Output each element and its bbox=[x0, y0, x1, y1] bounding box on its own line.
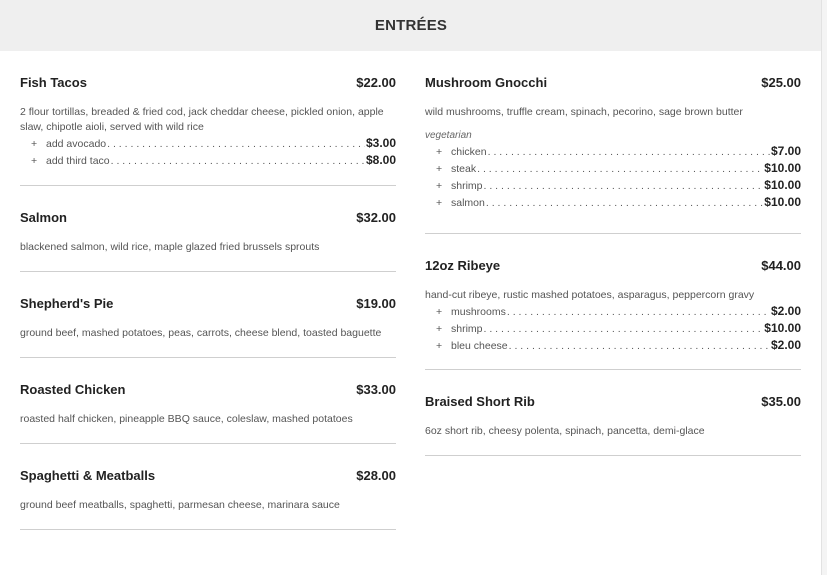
item-name: Salmon bbox=[20, 210, 67, 225]
plus-icon: + bbox=[436, 146, 443, 158]
item-name: Shepherd's Pie bbox=[20, 296, 114, 311]
item-description: blackened salmon, wild rice, maple glazed fried brussels sprouts bbox=[20, 241, 320, 253]
item-price: $33.00 bbox=[356, 382, 396, 397]
addon-price: $2.00 bbox=[770, 338, 801, 352]
addon-price: $10.00 bbox=[764, 321, 801, 335]
addon-name: bleu cheese bbox=[451, 340, 508, 352]
item-description: ground beef meatballs, spaghetti, parmesan cheese, marinara sauce bbox=[20, 499, 340, 511]
plus-icon: + bbox=[31, 138, 38, 150]
item-price: $35.00 bbox=[761, 394, 801, 409]
addon-row bbox=[31, 153, 396, 170]
item-description: wild mushrooms, truffle cream, spinach, pecorino, sage brown butter bbox=[425, 106, 743, 118]
item-price: $25.00 bbox=[761, 75, 801, 90]
menu-item bbox=[20, 186, 396, 272]
menu-item bbox=[20, 272, 396, 358]
menu-item bbox=[20, 51, 396, 186]
plus-icon: + bbox=[436, 163, 443, 175]
plus-icon: + bbox=[436, 306, 443, 318]
item-description: 2 flour tortillas, breaded & fried cod, jack cheddar cheese, pickled onion, apple slaw, chipotle aioli, served with wild rice bbox=[20, 106, 384, 133]
dot-leader bbox=[111, 155, 365, 167]
addon-list bbox=[425, 304, 801, 355]
item-price: $28.00 bbox=[356, 468, 396, 483]
plus-icon: + bbox=[436, 323, 443, 335]
item-description: ground beef, mashed potatoes, peas, carrots, cheese blend, toasted baguette bbox=[20, 327, 382, 339]
menu-item bbox=[20, 358, 396, 444]
addon-row bbox=[31, 136, 396, 153]
item-name: Braised Short Rib bbox=[425, 394, 535, 409]
dietary-note: vegetarian bbox=[425, 130, 472, 141]
addon-price: $10.00 bbox=[764, 161, 801, 175]
dot-leader bbox=[107, 138, 365, 150]
addon-name: shrimp bbox=[451, 180, 483, 192]
addon-row bbox=[436, 178, 801, 195]
dot-leader bbox=[488, 146, 770, 158]
plus-icon: + bbox=[31, 155, 38, 167]
menu-item bbox=[425, 51, 801, 234]
addon-name: add third taco bbox=[46, 155, 110, 167]
addon-name: steak bbox=[451, 163, 477, 175]
dot-leader bbox=[477, 163, 763, 175]
item-price: $19.00 bbox=[356, 296, 396, 311]
item-price: $44.00 bbox=[761, 258, 801, 273]
item-price: $32.00 bbox=[356, 210, 396, 225]
addon-price: $10.00 bbox=[764, 178, 801, 192]
menu-item bbox=[425, 234, 801, 370]
item-name: Fish Tacos bbox=[20, 75, 87, 90]
addon-name: chicken bbox=[451, 146, 487, 158]
scrollbar[interactable] bbox=[821, 0, 827, 575]
addon-row bbox=[436, 304, 801, 321]
plus-icon: + bbox=[436, 180, 443, 192]
dot-leader bbox=[486, 197, 763, 209]
dot-leader bbox=[484, 180, 764, 192]
item-description: roasted half chicken, pineapple BBQ sauce, coleslaw, mashed potatoes bbox=[20, 413, 353, 425]
addon-list bbox=[20, 136, 396, 170]
addon-name: salmon bbox=[451, 197, 485, 209]
addon-price: $7.00 bbox=[770, 144, 801, 158]
item-name: Roasted Chicken bbox=[20, 382, 126, 397]
plus-icon: + bbox=[436, 197, 443, 209]
menu-column-right bbox=[425, 51, 801, 456]
menu-column-left bbox=[20, 51, 396, 530]
dot-leader bbox=[507, 306, 770, 318]
addon-name: shrimp bbox=[451, 323, 483, 335]
addon-row bbox=[436, 321, 801, 338]
addon-list bbox=[425, 144, 801, 212]
item-price: $22.00 bbox=[356, 75, 396, 90]
dot-leader bbox=[509, 340, 770, 352]
dot-leader bbox=[484, 323, 764, 335]
item-description: hand-cut ribeye, rustic mashed potatoes, asparagus, peppercorn gravy bbox=[425, 289, 755, 301]
menu-item bbox=[20, 444, 396, 530]
addon-row bbox=[436, 144, 801, 161]
plus-icon: + bbox=[436, 340, 443, 352]
addon-name: mushrooms bbox=[451, 306, 506, 318]
addon-row bbox=[436, 338, 801, 355]
addon-price: $3.00 bbox=[365, 136, 396, 150]
addon-row bbox=[436, 195, 801, 212]
addon-name: add avocado bbox=[46, 138, 107, 150]
section-title: ENTRÉES bbox=[374, 17, 448, 34]
addon-row bbox=[436, 161, 801, 178]
addon-price: $10.00 bbox=[764, 195, 801, 209]
item-name: Spaghetti & Meatballs bbox=[20, 468, 156, 483]
menu-item bbox=[425, 370, 801, 456]
item-name: 12oz Ribeye bbox=[425, 258, 501, 273]
addon-price: $8.00 bbox=[365, 153, 396, 167]
section-header bbox=[0, 0, 822, 51]
item-name: Mushroom Gnocchi bbox=[425, 75, 548, 90]
addon-price: $2.00 bbox=[770, 304, 801, 318]
item-description: 6oz short rib, cheesy polenta, spinach, pancetta, demi-glace bbox=[425, 425, 705, 437]
